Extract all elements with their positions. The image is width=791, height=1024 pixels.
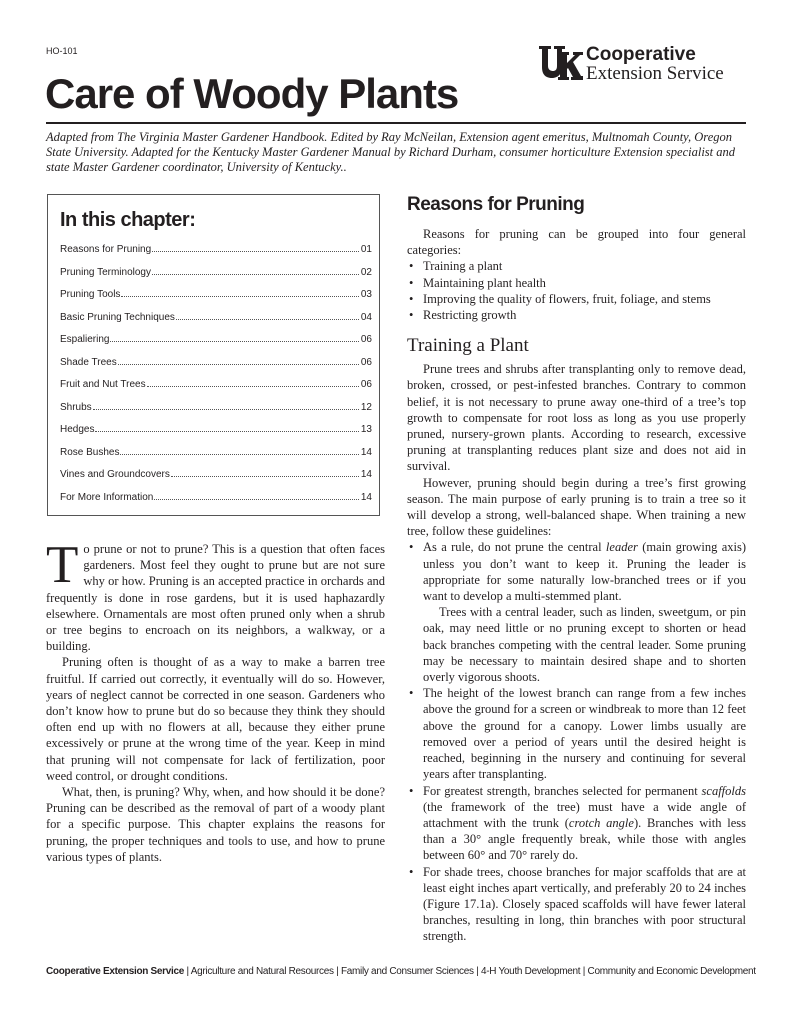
toc-item[interactable]	[60, 466, 372, 480]
toc-item-page: 13	[360, 424, 372, 435]
toc-item-label: Pruning Terminology	[60, 266, 151, 278]
toc-item-page: 12	[360, 401, 372, 413]
toc-leader-dots	[118, 364, 359, 365]
reasons-list	[407, 258, 746, 323]
toc-item[interactable]	[60, 489, 372, 503]
toc-item-page: 03	[360, 289, 372, 300]
toc-item-label: Reasons for Pruning	[60, 244, 152, 255]
attribution: Adapted from The Virginia Master Gardener Handbook. Edited by Ray McNeilan, Extension agent emeritus, Multnomah County, Oregon State University. Adapted for the Kentucky Master Gardener Manual by Richard Durham, consumer horticulture Extension specialist and state Master Gardener coordinator, University of Kentucky..	[46, 130, 736, 174]
training-guidelines	[407, 539, 746, 944]
toc-item[interactable]	[60, 309, 372, 323]
intro-paragraph-1: o prune or not to prune? This is a question that often faces gardeners. Most feel they ought to prune but are not sure why or how. Pruning is an accepted practice in orchards and frequently is done in rose gardens, but it is used haphazardly elsewhere. Ornamentals are most often pruned only when a shrub or tree begins to encroach on its neighbors, a walkway, or a building.	[46, 542, 385, 654]
term-leader: leader	[605, 540, 638, 555]
toc-item[interactable]	[60, 399, 372, 413]
toc-item[interactable]	[60, 376, 372, 390]
toc-item-label: Rose Bushes	[60, 446, 120, 458]
intro-paragraph-3: What, then, is pruning? Why, when, and how should it be done? Pruning can be described as the removal of part of a woody plant for a specific purpose. This chapter explains the reasons for pruning, the proper techniques and tools to use, and how to prune various types of plants.	[46, 785, 385, 864]
toc-item[interactable]	[60, 421, 372, 435]
toc-item-label: Vines and Groundcovers	[60, 469, 170, 480]
toc-item-label: Hedges	[60, 424, 95, 435]
toc-item-label: Shade Trees	[60, 356, 117, 368]
toc-item-label: Pruning Tools	[60, 289, 121, 300]
term-scaffolds: scaffolds	[701, 783, 746, 798]
toc-heading: In this chapter:	[60, 209, 196, 231]
toc-item-label: For More Information	[60, 491, 154, 503]
toc-leader-dots	[147, 386, 359, 387]
toc-item[interactable]	[60, 241, 372, 255]
page-title: Care of Woody Plants	[45, 70, 459, 117]
text: (main growing axis) unless you don’t want to keep it. Pruning the leader is appropriate for some naturally low-branched trees or if you want to develop a multi-stemmed plant.	[423, 540, 746, 604]
toc-item-label: Shrubs	[60, 401, 92, 413]
toc-item-page: 06	[360, 334, 372, 345]
toc-item-label: Espaliering	[60, 334, 110, 345]
text: ). Branches with less than a 30° angle frequently break, while those with angles between 60° and 70° rarely do.	[423, 815, 746, 863]
training-paragraph-2: However, pruning should begin during a tree’s first growing season. The main purpose of early pruning is to train a tree so it will develop a strong, well-balanced shape. When training a new tree, follow these guidelines:	[407, 475, 746, 539]
toc-item-label: Basic Pruning Techniques	[60, 311, 175, 323]
list-item: • Improving the quality of flowers, fruit, foliage, and stems	[407, 291, 746, 307]
toc-leader-dots	[152, 274, 359, 275]
toc-item-page: 04	[360, 311, 372, 323]
toc-item[interactable]	[60, 354, 372, 368]
section-heading-training: Training a Plant	[407, 335, 529, 357]
toc-item[interactable]	[60, 444, 372, 458]
toc-leader-dots	[95, 431, 358, 432]
toc-leader-dots	[176, 319, 359, 320]
toc-leader-dots	[171, 476, 359, 477]
toc-item-page: 06	[360, 356, 372, 368]
list-item: • Maintaining plant health	[407, 275, 746, 291]
toc-leader-dots	[152, 251, 359, 252]
text: (the framework of the tree) must have a wide angle of attachment with the trunk (	[423, 799, 746, 830]
toc-item-page: 14	[360, 469, 372, 480]
list-item: • Training a plant	[407, 258, 746, 274]
toc-item[interactable]	[60, 264, 372, 278]
toc-leader-dots	[154, 499, 359, 500]
list-item	[407, 783, 746, 864]
text: For greatest strength, branches selected for permanent	[423, 783, 702, 798]
list-item: • Restricting growth	[407, 307, 746, 323]
section-heading-reasons: Reasons for Pruning	[407, 194, 585, 215]
footer-units: | Agriculture and Natural Resources | Family and Consumer Sciences | 4-H Youth Development | Community and Economic Development	[184, 966, 756, 977]
title-divider	[46, 122, 746, 124]
footer	[46, 966, 756, 977]
toc-item[interactable]	[60, 331, 372, 345]
uk-extension-logo	[538, 44, 748, 84]
toc-item[interactable]	[60, 286, 372, 300]
table-of-contents	[47, 194, 380, 516]
toc-leader-dots	[110, 341, 358, 342]
footer-org: Cooperative Extension Service	[46, 966, 185, 977]
training-paragraph-1: Prune trees and shrubs after transplanting only to remove dead, broken, crossed, or pest-infested branches. Contrary to common belief, it is not necessary to prune away one-third of a tree’s top growth to compensate for root loss as long as you use properly pruned, nursery-grown plants. According to research, excessive pruning at transplanting reduces plant size and does not aid in survival.	[407, 362, 746, 474]
list-item	[407, 539, 746, 685]
document-code: HO-101	[46, 46, 78, 56]
term-crotch-angle: crotch angle	[568, 815, 634, 830]
intro-column	[46, 536, 385, 865]
toc-item-label: Fruit and Nut Trees	[60, 379, 146, 390]
intro-paragraph-2: Pruning often is thought of as a way to make a barren tree fruitful. If carried out correctly, it eventually will do so. However, years of neglect cannot be corrected in one season. Gardeners who don’t know how to prune but do so because they think they should often end up with no flowers at all, because they either prune excessively or prune at the wrong time of the year. Keep in mind that pruning will not compensate for lack of fertilization, poor weed control, or drought conditions.	[46, 655, 385, 783]
toc-item-page: 01	[360, 244, 372, 255]
reasons-intro: Reasons for pruning can be grouped into four general categories:	[407, 227, 746, 258]
text: As a rule, do not prune the central	[423, 540, 606, 555]
reasons-column	[407, 226, 746, 945]
toc-leader-dots	[121, 296, 358, 297]
list-subparagraph: Trees with a central leader, such as linden, sweetgum, or pin oak, may need little or no pruning except to shorten or head back branches competing with the central leader. Some pruning may be necessary to maintain desired shape and to shorten overly vigorous shoots.	[423, 605, 746, 685]
toc-leader-dots	[120, 454, 358, 455]
toc-leader-dots	[93, 409, 359, 410]
org-name-line2: Extension Service	[586, 63, 724, 84]
toc-item-page: 06	[360, 379, 372, 390]
drop-cap: T	[46, 536, 79, 594]
uk-logo-icon	[538, 44, 584, 82]
list-item: • For shade trees, choose branches for major scaffolds that are at least eight inches apart vertically, and preferably 20 to 24 inches (Figure 17.1a). Closely spaced scaffolds will have fewer lateral branches, resulting in long, thin branches with poor structural strength.	[407, 864, 746, 945]
list-item: • The height of the lowest branch can range from a few inches above the ground for a screen or windbreak to more than 12 feet above the ground for a canopy. Lower limbs usually are removed over a period of years until the desired height is reached, beginning in the nursery and continuing for several years after transplanting.	[407, 685, 746, 782]
toc-item-page: 14	[360, 491, 372, 503]
toc-item-page: 02	[360, 266, 372, 278]
toc-item-page: 14	[360, 446, 372, 458]
org-name-line1: Cooperative	[586, 44, 696, 65]
